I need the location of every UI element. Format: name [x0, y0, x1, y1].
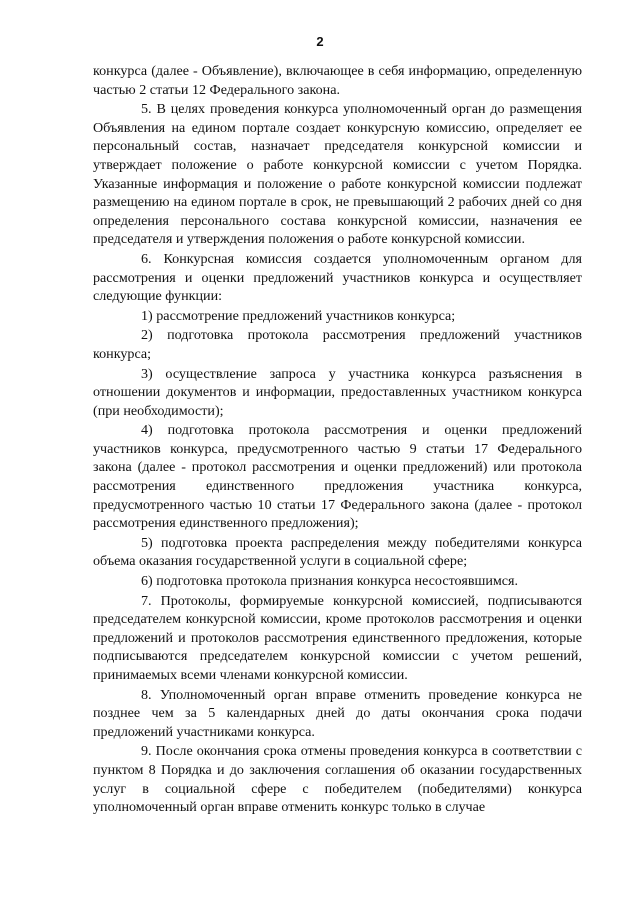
paragraph-7: 7. Протоколы, формируемые конкурсной комиссией, подписываются председателем конкурсной комиссии, кроме протоколов рассмотрения и оценки предложений и протоколов рассмотрения единственного предложения, которые подписываются председателем конкурсной комиссии с учетом решений, принимаемых всеми членами конкурсной комиссии. — [93, 592, 582, 683]
paragraph-6: 6. Конкурсная комиссия создается уполномоченным органом для рассмотрения и оценки предложений участников конкурса и осуществляет следующие функции: — [93, 250, 582, 305]
document-body — [93, 62, 582, 817]
list-item-6: 6) подготовка протокола признания конкурса несостоявшимся. — [141, 573, 519, 590]
list-item-4: 4) подготовка протокола рассмотрения и оценки предложений участников конкурса, предусмотренного частью 9 статьи 17 Федерального закона (далее - протокол рассмотрения и оценки предложений) или протокола рассмотрения единственного предложения участника конкурса, предусмотренного частью 10 статьи 17 Федерального закона (далее - протокол рассмотрения единственного предложения); — [93, 422, 582, 532]
paragraph-9: 9. После окончания срока отмены проведения конкурса в соответствии с пунктом 8 Порядка и до заключения соглашения об оказании государственных услуг в социальной сфере с победителем (победителями) конкурса уполномоченный орган вправе отменить конкурс только в случае — [93, 743, 582, 816]
paragraph-continuation: конкурса (далее - Объявление), включающее в себя информацию, определенную частью 2 статьи 12 Федерального закона. — [93, 63, 582, 98]
list-item-1: 1) рассмотрение предложений участников конкурса; — [141, 307, 456, 324]
list-item-3: 3) осуществление запроса у участника конкурса разъяснения в отношении документов и информации, предоставленных участником конкурса (при необходимости); — [93, 365, 582, 419]
list-item-2: 2) подготовка протокола рассмотрения предложений участников конкурса; — [93, 327, 582, 362]
list-item-5: 5) подготовка проекта распределения между победителями конкурса объема оказания государственной услуги в социальной сфере; — [93, 534, 582, 570]
paragraph-8: 8. Уполномоченный орган вправе отменить проведение конкурса не позднее чем за 5 календарных дней до даты окончания срока подачи предложений участниками конкурса. — [93, 686, 582, 740]
paragraph-5: 5. В целях проведения конкурса уполномоченный орган до размещения Объявления на едином портале создает конкурсную комиссию, определяет ее персональный состав, назначает председателя конкурсной комиссии и утверждает положение о работе конкурсной комиссии с учетом Порядка. Указанные информация и положение о работе конкурсной комиссии подлежат размещению на едином портале в срок, не превышающий 2 рабочих дней со дня определения персонального состава конкурсной комиссии, назначения ее председателя и утверждения положения о работе конкурсной комиссии. — [93, 101, 582, 248]
page-number: 2 — [316, 34, 324, 49]
